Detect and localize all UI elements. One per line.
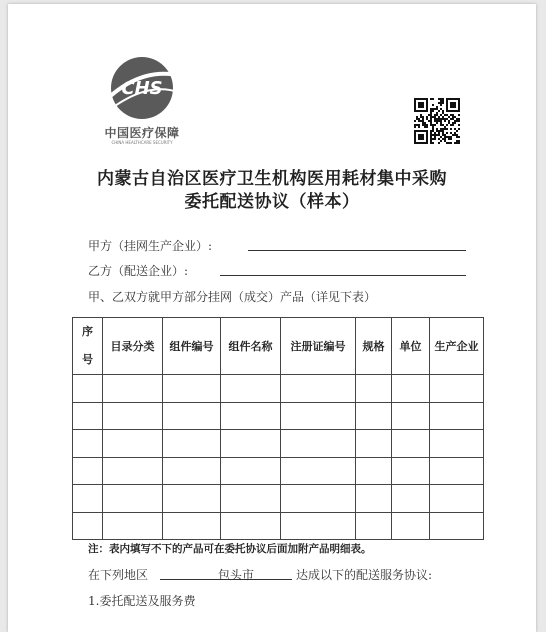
table-cell xyxy=(356,430,392,458)
header-index-bottom: 号 xyxy=(82,353,93,366)
table-row xyxy=(73,402,484,430)
document-title-line2: 委托配送协议（样本） xyxy=(184,192,360,212)
chs-logo-icon xyxy=(92,52,192,124)
header-catalog: 目录分类 xyxy=(103,318,163,375)
table-cell xyxy=(430,375,484,403)
table-cell xyxy=(356,375,392,403)
table-row xyxy=(73,457,484,485)
table-cell xyxy=(356,485,392,513)
table-cell xyxy=(356,457,392,485)
table-cell xyxy=(356,402,392,430)
table-cell xyxy=(221,430,281,458)
table-header-row xyxy=(73,318,484,375)
table-cell xyxy=(73,512,103,540)
table-cell xyxy=(430,512,484,540)
intro-text: 甲、乙双方就甲方部分挂网（成交）产品（详见下表） xyxy=(88,290,377,304)
table-row xyxy=(73,512,484,540)
header-unit: 单位 xyxy=(392,318,430,375)
table-cell xyxy=(73,402,103,430)
logo-mark-text: CHS xyxy=(121,78,163,99)
region-prefix: 在下列地区 xyxy=(88,568,149,582)
table-row xyxy=(73,485,484,513)
table-cell xyxy=(392,457,430,485)
table-row xyxy=(73,430,484,458)
party-a-label: 甲方（挂网生产企业）: xyxy=(88,239,213,253)
table-cell xyxy=(430,457,484,485)
table-cell xyxy=(103,485,163,513)
table-cell xyxy=(392,512,430,540)
region-suffix: 达成以下的配送服务协议: xyxy=(296,568,433,582)
table-cell xyxy=(281,375,356,403)
header-manufacturer: 生产企业 xyxy=(430,318,484,375)
section-1-heading: 1.委托配送及服务费 xyxy=(88,594,196,608)
table-cell xyxy=(103,512,163,540)
party-b-label: 乙方（配送企业）: xyxy=(88,264,189,278)
table-cell xyxy=(281,457,356,485)
table-cell xyxy=(430,485,484,513)
table-cell xyxy=(430,430,484,458)
table-cell xyxy=(103,457,163,485)
table-cell xyxy=(103,402,163,430)
table-cell xyxy=(281,402,356,430)
chs-logo xyxy=(92,52,192,152)
header-spec: 规格 xyxy=(356,318,392,375)
table-cell xyxy=(221,375,281,403)
logo-name-cn: 中国医疗保障 xyxy=(104,126,180,140)
table-cell xyxy=(392,375,430,403)
table-cell xyxy=(103,375,163,403)
table-cell xyxy=(392,485,430,513)
document-page xyxy=(8,4,536,632)
table-cell xyxy=(221,512,281,540)
table-cell xyxy=(281,430,356,458)
table-cell xyxy=(163,457,221,485)
table-cell xyxy=(392,430,430,458)
table-cell xyxy=(163,512,221,540)
table-cell xyxy=(163,485,221,513)
document-title-line1: 内蒙古自治区医疗卫生机构医用耗材集中采购 xyxy=(97,169,447,189)
party-b-blank xyxy=(220,275,466,276)
table-cell xyxy=(392,402,430,430)
table-cell xyxy=(73,375,103,403)
header-index xyxy=(73,318,103,375)
header-index-top: 序 xyxy=(82,325,93,338)
header-component-no: 组件编号 xyxy=(163,318,221,375)
table-cell xyxy=(163,430,221,458)
table-cell xyxy=(163,375,221,403)
table-cell xyxy=(221,402,281,430)
table-cell xyxy=(221,457,281,485)
table-cell xyxy=(73,430,103,458)
table-note: 注：表内填写不下的产品可在委托协议后面加附产品明细表。 xyxy=(88,543,372,555)
header-registration-no: 注册证编号 xyxy=(281,318,356,375)
table-cell xyxy=(356,512,392,540)
table-cell xyxy=(281,485,356,513)
qr-code-icon xyxy=(414,98,460,144)
product-table xyxy=(72,317,484,540)
table-cell xyxy=(163,402,221,430)
logo-name-en: CHINA HEALTHCARE SECURITY xyxy=(111,140,173,145)
table-cell xyxy=(103,430,163,458)
table-cell xyxy=(73,457,103,485)
table-cell xyxy=(430,402,484,430)
table-cell xyxy=(221,485,281,513)
header-component-name: 组件名称 xyxy=(221,318,281,375)
table-row xyxy=(73,375,484,403)
party-a-blank xyxy=(248,250,466,251)
region-value: 包头市 xyxy=(218,568,255,582)
table-cell xyxy=(281,512,356,540)
table-cell xyxy=(73,485,103,513)
